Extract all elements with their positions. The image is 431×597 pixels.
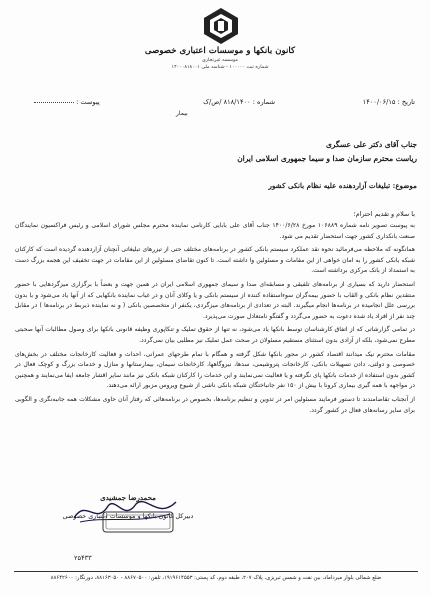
body-paragraph: به پیوست تصویر نامه شماره ۱۰۶۸۸۹ مورخ ۱۴۰۰/۶/۲۸ جناب آقای علی بابایی کارنامی نماینده محترم مجلس شورای اسلامی و رئیس فراکسیون نمایندگان صنعت بانکداری کشور جهت استحضار تقدیم می شود. [15, 222, 415, 240]
letter-subject: موضوع: تبلیغات آزاردهنده علیه نظام بانکی کشور [268, 181, 417, 190]
organization-name: کانون بانکها و موسسات اعتباری خصوصی [144, 46, 296, 56]
date-label: تاریخ : [397, 98, 415, 106]
organization-registration: شماره ثبت ۱۰۰۰۰۰ - شناسه ملی ۱۴۰۰۰۸۱۸۰۰۱ [171, 65, 269, 70]
body-paragraph: استحضار دارید که بسیاری از برنامه‌های تلفیقی و مسابقه‌ای صدا و سیمای جمهوری اسلامی ایران در همین جهت و بعضاً با برگزاری میزگردهایی با حضور منتقدین نظام بانکی و القاب با حضور بیمه‌گران سوءاستفاده کننده از سیستم بانکی و یا وکلای آنان و در غیاب نماینده بانکهایی که از آنها یاد می‌شود و یا بدون بررسی علل انجامیده در برنامه‌ها انجام میگیرند. البته در تعدادی از برنامه‌های میزگردی، یکنفر از متخصصین بانکی ( و نه نماینده ذیربط در برنامه‌ها ) در مقابل چند نفر از افراد یاد شده دعوت به حضور می‌گردد و گفتگو نامتعادل صورت می‌پذیرد. [15, 280, 415, 320]
date-value: ۱۴۰۰/۰۶/۱۵ [362, 98, 396, 106]
letter-body [15, 210, 415, 419]
date-field [363, 98, 415, 106]
footer-divider [14, 571, 418, 572]
signatory-title: دبیرکل کانون بانکها و موسسات اعتباری خصوصی [62, 512, 194, 520]
priority-stamp: بیمار [176, 110, 188, 117]
number-field [203, 98, 275, 106]
organization-subtitle: موسسه غیرتجاری [201, 58, 238, 63]
number-value: ۸۱۸/۱۴۰۰ /ص/ک [203, 98, 251, 106]
body-paragraph: در تمامی گزارشاتی که از اتفاق کارشناسان توسط بانکها یاد می‌شود، نه تنها از حقوق تملیک و تنکاپوری وظیفه قانونی بانکها برای وصول مطالبات آنها صحبتی مطرح نمی‌شود، بلکه از آزادی بدون استثنای مستقیم مسئولان در صحت عمل تملیک نیز مطلبی بیان نمی‌گردد. [15, 326, 415, 344]
attachment-label: پیوست : [76, 98, 100, 106]
recipient-title: ریاست محترم سازمان صدا و سیما جمهوری اسلامی ایران [237, 154, 417, 163]
body-paragraph: مقامات محترم نیک میدانند اقتصاد کشور در محور بانکها شکل گرفته و همگام با تمام طرحهای عمرانی، احداث و فعالیت کارخانجات مختلف در بخش‌های خصوصی و دولتی، دادن تسهیلات بانکی، کارخانجات پتروشیمی، سدها، نیروگاهها، کارخانجات سیمان، بیمارستانها و منازل و خدمات بزرگ و کوچک فعال در کشور بدون استفاده از خدمات بانکها پای نگرفته و یا فعالیت نمی‌نمایند و این خدمات را کارکنان شبکه بانکی نیز مانند سایر اقشار جامعه ایفا می‌نمایند و همچنین در مواجهه با همه گیری بیماری کرونا با بیش از ۱۵۰ نفر جانباختگان شبکه بانکی ناشی از شیوع ویروس مزبور ارائه می‌دهند. [15, 350, 415, 390]
organization-logo-icon [201, 6, 241, 46]
signatory-name: محمدرضا جمشیدی [100, 493, 156, 502]
recipient-name: جناب آقای دکتر علی عسگری [325, 140, 417, 149]
organization-stamp-icon [102, 511, 174, 533]
footer-address: ضلع شمالی بلوار میرداماد، بین نفت و شمس تبریزی، پلاک ۲۰۷، طبقه دوم، کد پستی: ۱۹۱۹۶۱۴۵۵۳، تلفن: ۸۸۶۷۰۵۰۰ - ۸۸۱۶۳۰۵۰، دورنگار: ۸۸۶۴۲۶۰۰ [50, 575, 382, 581]
body-paragraph: از آنجناب تقاضامندند تا دستور فرمایند مسئولین امر در تدوین و تنظیم برنامه‌ها، بخصوص در برنامه‌هائی که رفتار آنان حاوی مشکلات همه جانبه‌نگری و الگوبی برای سایر رسانه‌های فعال در کشور گردد. [15, 395, 415, 414]
number-label: شماره : [252, 98, 275, 106]
tracking-number: ۲۵۴۳۳ [74, 554, 92, 562]
attachment-blank [34, 102, 74, 103]
greeting: با سلام و تقدیم احترام؛ [353, 210, 415, 218]
attachment-field [34, 98, 100, 106]
body-paragraph: همانگونه که ملاحظه می‌فرمائید نحوه نقد عملکرد سیستم بانکی کشور در برنامه‌های مختلف حتی از تیزرهای تبلیغاتی آنچنان آزاردهنده گردیده است که کارکنان شبکه بانکی کشور را به امان خواهی از این مقامات و مسئولین وا داشته است. تا کنون تقاضای مسئولین از این مقامات در جهت تخفیف این هجمه بزرگ دست به استمداد از بانک مرکزی برداشته است. [15, 246, 415, 275]
